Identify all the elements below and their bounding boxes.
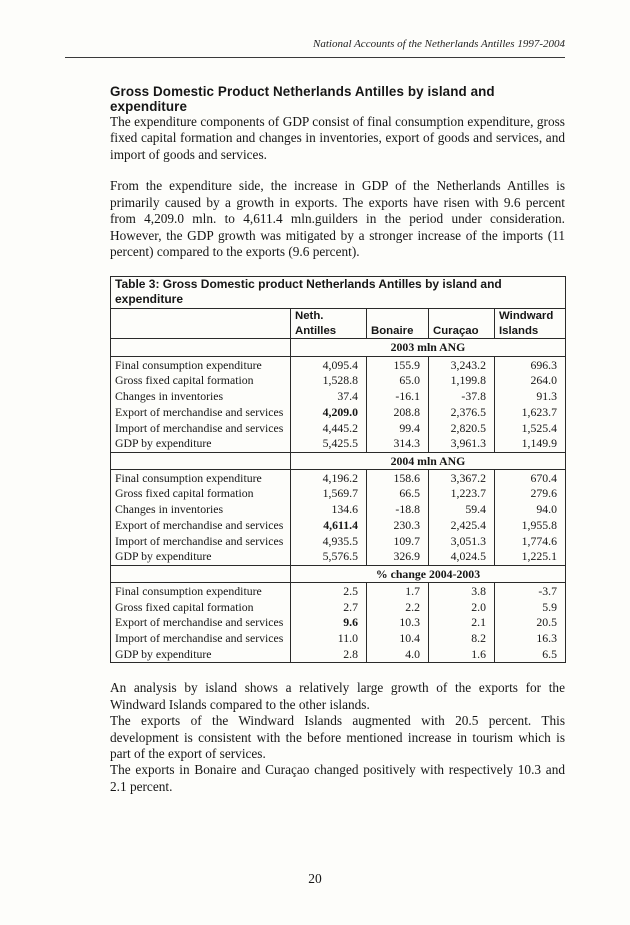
page-title: Gross Domestic Product Netherlands Antilles by island and expenditure [110,84,495,114]
value-cell: 670.4 [495,470,566,486]
table-row [111,533,566,549]
value-cell: 4,024.5 [429,549,495,565]
table-section-header: 2004 mln ANG [291,452,566,470]
value-cell: 134.6 [291,502,367,518]
value-cell: 3,367.2 [429,470,495,486]
value-cell: 4,445.2 [291,420,367,436]
value-cell: 4,095.4 [291,357,367,373]
value-cell: 1.7 [367,583,429,599]
value-cell: 279.6 [495,486,566,502]
value-cell: 2,820.5 [429,420,495,436]
row-label: Import of merchandise and services [115,533,284,548]
value-cell: 1,955.8 [495,517,566,533]
value-cell: 2.0 [429,599,495,615]
value-cell: 91.3 [495,389,566,405]
value-cell: 94.0 [495,502,566,518]
value-cell: 264.0 [495,373,566,389]
value-cell: 1,528.8 [291,373,367,389]
page-content [110,84,565,795]
table-title: Table 3: Gross Domestic product Netherlands Antilles by island and expenditure [111,276,566,308]
row-label: Export of merchandise and services [115,517,284,532]
table-section-header-row [111,339,566,357]
empty-cell [111,565,291,583]
table-row [111,502,566,518]
table-header-row [111,308,566,339]
row-label: Final consumption expenditure [115,583,262,598]
value-cell: 326.9 [367,549,429,565]
paragraph: The exports in Bonaire and Curaçao changed positively with respectively 10.3 and 2.1 percent. [110,762,565,794]
row-label: GDP by expenditure [115,549,212,564]
value-cell: 20.5 [495,615,566,631]
value-cell: 11.0 [291,631,367,647]
table-row [111,436,566,452]
table-row [111,357,566,373]
table-row [111,373,566,389]
row-label: Final consumption expenditure [115,357,262,372]
value-cell: 3.8 [429,583,495,599]
value-cell: -18.8 [367,502,429,518]
value-cell: 158.6 [367,470,429,486]
header-rule [65,57,565,58]
value-cell: 155.9 [367,357,429,373]
value-cell: 2,425.4 [429,517,495,533]
value-cell: 10.3 [367,615,429,631]
corner-cell [111,308,291,339]
column-header-bonaire: Bonaire [367,308,429,339]
table-row [111,420,566,436]
value-cell: 1.6 [429,646,495,662]
table-row [111,470,566,486]
value-cell: 109.7 [367,533,429,549]
row-label: Final consumption expenditure [115,470,262,485]
table-row [111,389,566,405]
column-header-curacao: Curaçao [429,308,495,339]
table-row [111,404,566,420]
value-cell: 2.8 [291,646,367,662]
table-row [111,631,566,647]
value-cell: 1,774.6 [495,533,566,549]
table-row [111,646,566,662]
value-cell: 1,223.7 [429,486,495,502]
value-cell: 2,376.5 [429,404,495,420]
table-row [111,517,566,533]
value-cell: 4,196.2 [291,470,367,486]
paragraph: The expenditure components of GDP consist of final consumption expenditure, gross fixed capital formation and changes in inventories, export of goods and services, and import of goods and services. [110,114,565,162]
value-cell: 2.2 [367,599,429,615]
column-header-neth-antilles: Neth. Antilles [291,308,367,339]
row-label: Gross fixed capital formation [115,486,254,501]
row-label: Import of merchandise and services [115,420,284,435]
value-cell: 696.3 [495,357,566,373]
value-cell: 4,209.0 [291,404,367,420]
value-cell: 10.4 [367,631,429,647]
value-cell: 3,243.2 [429,357,495,373]
value-cell: 66.5 [367,486,429,502]
running-header: National Accounts of the Netherlands Antilles 1997-2004 [313,38,565,50]
value-cell: 3,961.3 [429,436,495,452]
value-cell: 9.6 [291,615,367,631]
value-cell: 16.3 [495,631,566,647]
value-cell: 230.3 [367,517,429,533]
row-label: Export of merchandise and services [115,615,284,630]
value-cell: 3,051.3 [429,533,495,549]
table-row [111,599,566,615]
row-label: Export of merchandise and services [115,404,284,419]
value-cell: 1,525.4 [495,420,566,436]
table-body [111,339,566,663]
value-cell: -16.1 [367,389,429,405]
value-cell: 4,935.5 [291,533,367,549]
value-cell: 4,611.4 [291,517,367,533]
paragraph: An analysis by island shows a relatively large growth of the exports for the Windward Islands compared to the other islands. [110,680,565,712]
table-title-row [111,276,566,308]
value-cell: -37.8 [429,389,495,405]
value-cell: 65.0 [367,373,429,389]
value-cell: 59.4 [429,502,495,518]
table-row [111,549,566,565]
value-cell: 1,199.8 [429,373,495,389]
table-section-header-row [111,565,566,583]
value-cell: 37.4 [291,389,367,405]
value-cell: 2.1 [429,615,495,631]
value-cell: -3.7 [495,583,566,599]
row-label: Changes in inventories [115,502,224,517]
value-cell: 1,149.9 [495,436,566,452]
table-row [111,486,566,502]
value-cell: 1,225.1 [495,549,566,565]
column-header-windward-islands: Windward Islands [495,308,566,339]
value-cell: 6.5 [495,646,566,662]
value-cell: 5,576.5 [291,549,367,565]
gdp-table [110,276,566,663]
value-cell: 99.4 [367,420,429,436]
value-cell: 4.0 [367,646,429,662]
table-row [111,615,566,631]
value-cell: 2.5 [291,583,367,599]
value-cell: 5,425.5 [291,436,367,452]
empty-cell [111,452,291,470]
value-cell: 314.3 [367,436,429,452]
row-label: Import of merchandise and services [115,631,284,646]
page-number: 20 [308,871,322,886]
table-section-header: 2003 mln ANG [291,339,566,357]
row-label: Changes in inventories [115,389,224,404]
value-cell: 208.8 [367,404,429,420]
row-label: GDP by expenditure [115,436,212,451]
value-cell: 1,569.7 [291,486,367,502]
table-row [111,583,566,599]
value-cell: 2.7 [291,599,367,615]
row-label: Gross fixed capital formation [115,373,254,388]
table-section-header: % change 2004-2003 [291,565,566,583]
paragraph: From the expenditure side, the increase in GDP of the Netherlands Antilles is primarily caused by a growth in exports. The exports have risen with 9.6 percent from 4,209.0 mln. to 4,611.4 mln.guilders in the period under consideration. However, the GDP growth was mitigated by a stronger increase of the imports (11 percent) compared to the exports (9.6 percent). [110,178,565,260]
row-label: Gross fixed capital formation [115,599,254,614]
row-label: GDP by expenditure [115,646,212,661]
paragraph: The exports of the Windward Islands augmented with 20.5 percent. This development is consistent with the before mentioned increase in tourism which is part of the export of services. [110,713,565,761]
empty-cell [111,339,291,357]
value-cell: 8.2 [429,631,495,647]
value-cell: 5.9 [495,599,566,615]
table-section-header-row [111,452,566,470]
value-cell: 1,623.7 [495,404,566,420]
